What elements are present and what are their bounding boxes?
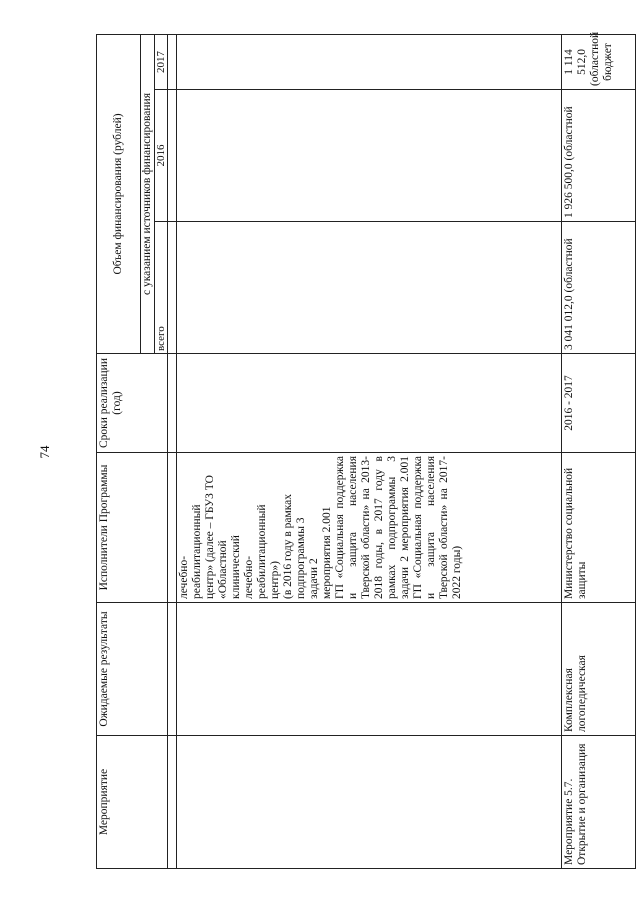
header-event: Мероприятие: [97, 736, 168, 869]
executors-line: лечебно-: [243, 555, 255, 599]
executors-line: реабилитационный: [256, 504, 268, 599]
executors-line: «Областной: [217, 540, 229, 599]
executors-line: (в 2016 году в рамках: [282, 493, 294, 599]
executors-line: задачи 2: [308, 558, 320, 599]
cell-event: Мероприятие 5.7. Открытие и организация: [562, 736, 636, 869]
executors-line: реабилитационный: [191, 504, 203, 599]
executors-line: подпрограммы 3: [295, 517, 307, 599]
table-row: [562, 34, 636, 868]
cell-2017: 1 114 512,0 (областной бюджет: [562, 34, 636, 89]
header-funding-sub: с указанием источников финансирования: [141, 34, 155, 353]
executors-line: центр» (далее – ГБУЗ ТО: [204, 475, 216, 599]
header-funding-title: Объем финансирования (рублей): [97, 34, 141, 353]
executors-line: лечебно-: [178, 555, 190, 599]
header-2016: 2016: [155, 90, 168, 222]
cell-terms: 2016 - 2017: [562, 354, 636, 453]
cell-2017: [177, 34, 562, 89]
executors-line: центр»): [269, 561, 281, 599]
executors-line: мероприятия 2.001: [321, 506, 333, 599]
cell-event: [177, 736, 562, 869]
cell-executors: Министерство социальной защиты: [562, 453, 636, 603]
executors-line: ГП «Социальная поддержка и защита населения Тверской области» на 2013-2018 годы, в 2017 году в рамках подпрограммы 3 задачи 2 мероприятия 2.001 ГП «Социальная поддержка и защита населения Тверской области» на 2017-2022 годы): [334, 456, 463, 599]
cell-2016: [177, 90, 562, 222]
header-terms: Сроки реализации (год): [97, 354, 168, 453]
cell-results: [177, 603, 562, 736]
header-2017: 2017: [155, 34, 168, 89]
cell-results: Комплексная логопедическая: [562, 603, 636, 736]
cell-terms: [177, 354, 562, 453]
rotated-table-container: [96, 31, 636, 869]
program-table: [96, 31, 636, 869]
header-results: Ожидаемые результаты: [97, 603, 168, 736]
executors-line: клинический: [230, 535, 242, 599]
cell-2016: 1 926 500,0 (областной: [562, 90, 636, 222]
cell-total: 3 041 012,0 (областной: [562, 222, 636, 354]
header-row-1: [97, 34, 141, 868]
header-row-4: [168, 34, 177, 868]
cell-total: [177, 222, 562, 354]
header-total: всего: [155, 222, 168, 354]
table-row: [177, 34, 562, 868]
page-number: 74: [37, 445, 52, 459]
header-executors: Исполнители Программы: [97, 453, 168, 603]
cell-executors: [177, 453, 562, 603]
